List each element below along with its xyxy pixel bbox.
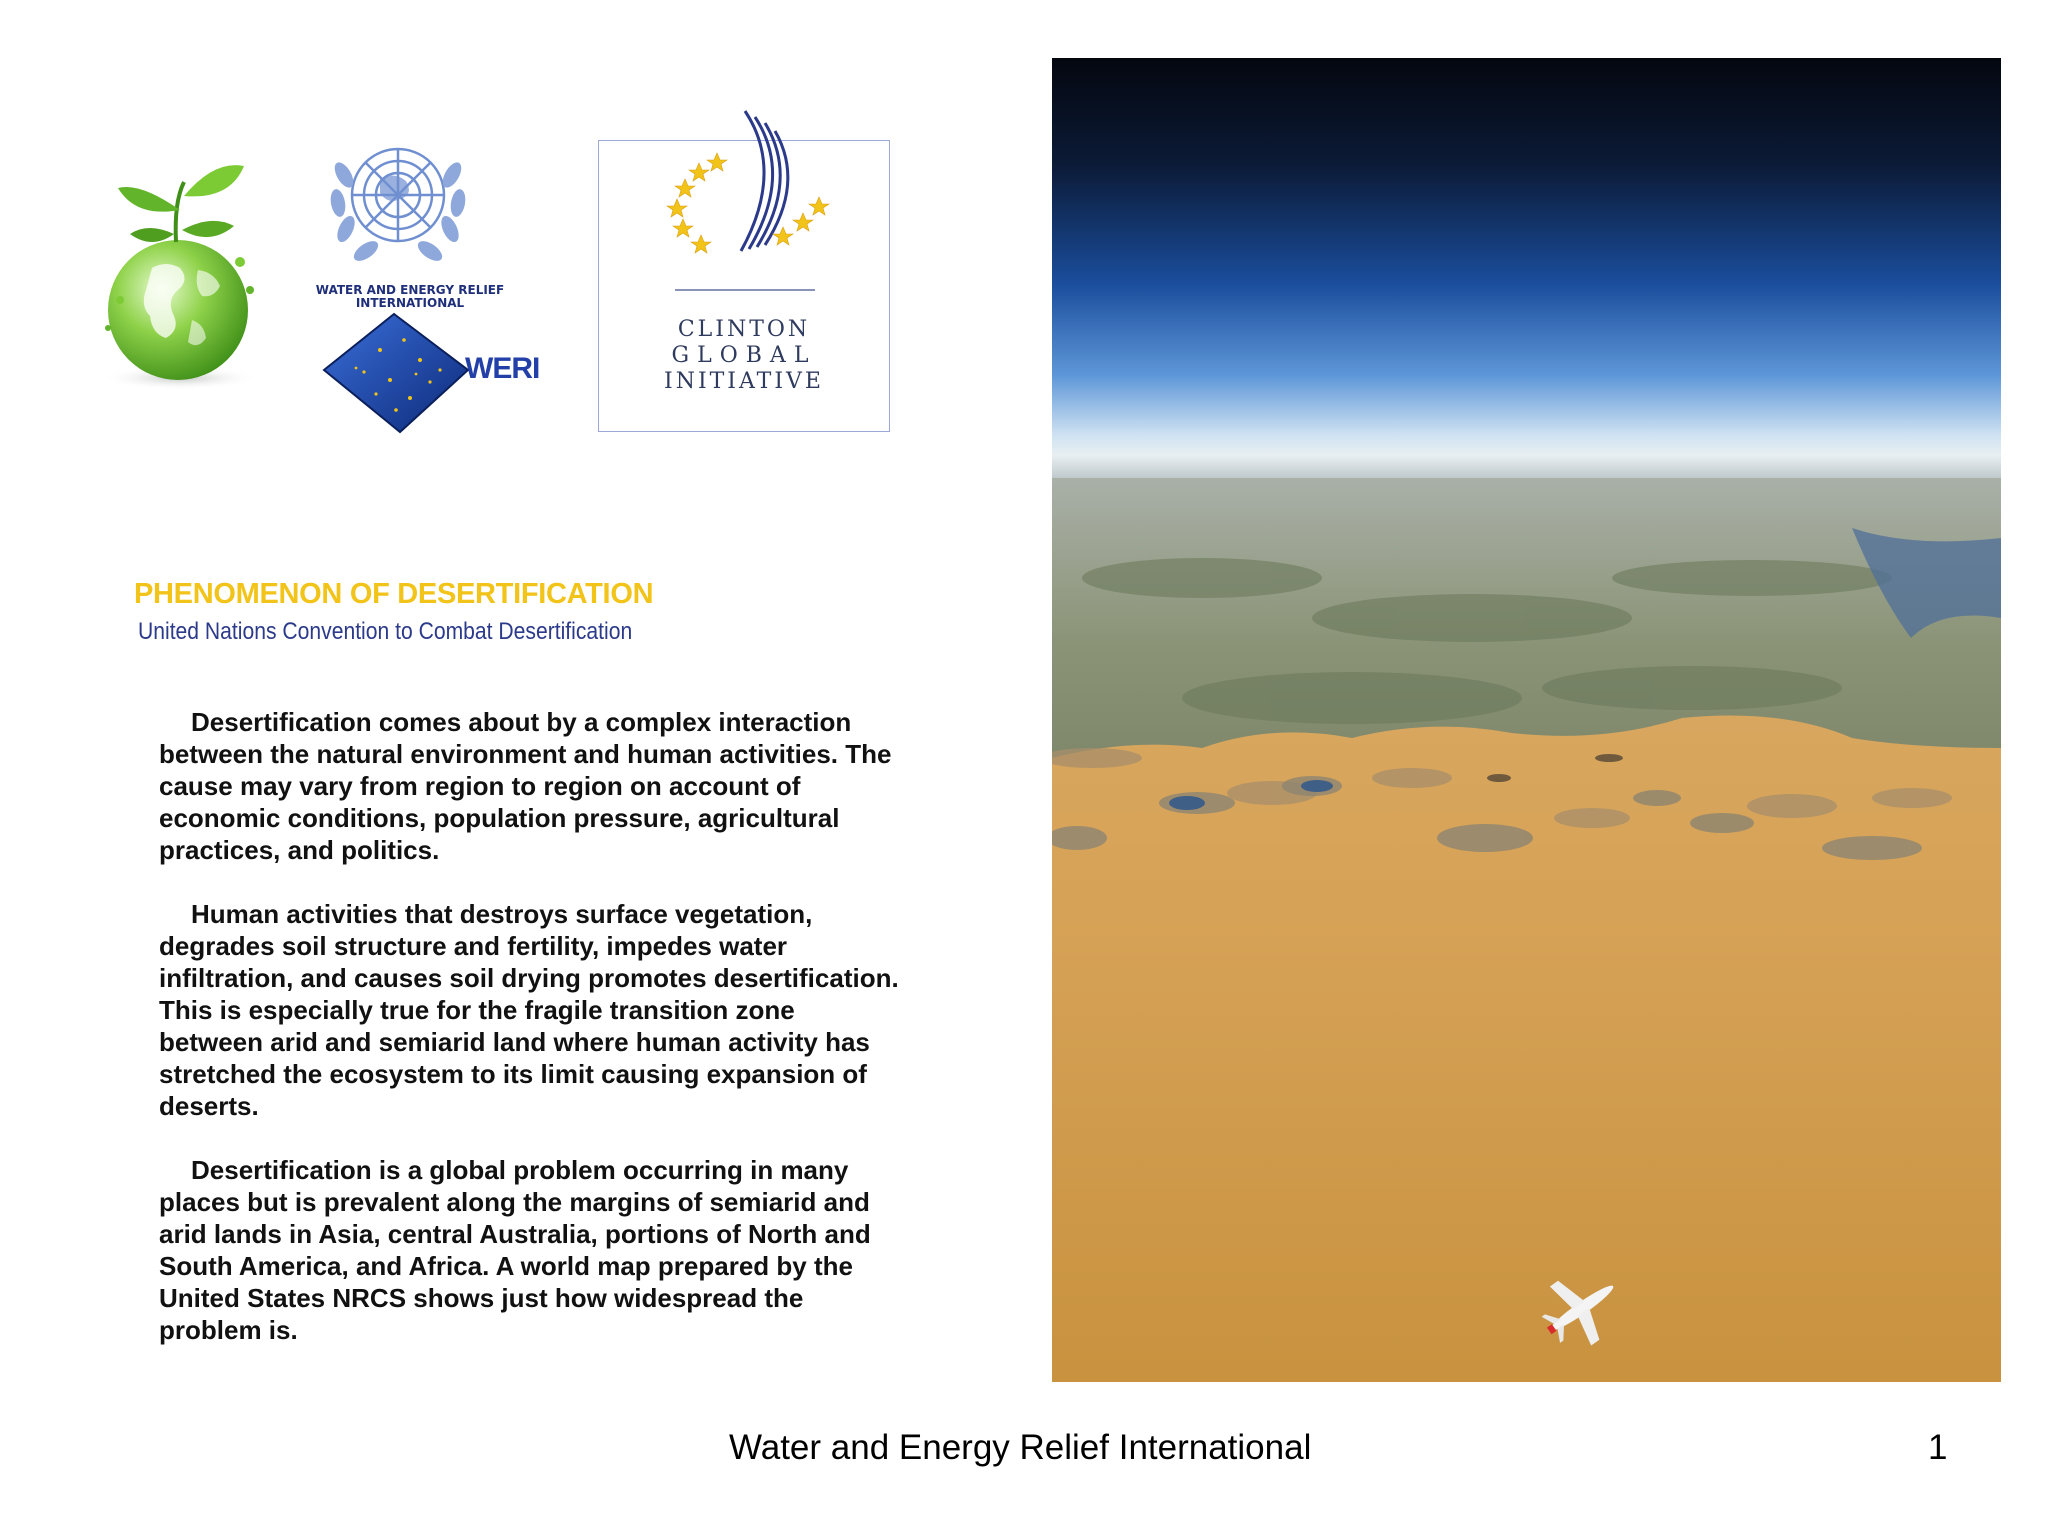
cgi-arcs-icon [657, 107, 837, 257]
aerial-desert-photo [1052, 58, 2001, 1382]
weri-org-name-line2: INTERNATIONAL [355, 296, 465, 310]
body-paragraph-1: Desertification comes about by a complex interaction between the natural environment and human activities. The cause may vary from region to region on account of economic conditions, population pressure, agricultural practices, and politics. [159, 707, 892, 865]
weri-org-name [290, 284, 530, 310]
page-title: PHENOMENON OF DESERTIFICATION [134, 578, 654, 610]
cgi-divider [675, 289, 815, 291]
green-globe-logo [100, 150, 280, 400]
cgi-name-line1: CLINTON [677, 317, 811, 342]
footer-text: Water and Energy Relief International [729, 1428, 1312, 1467]
clinton-global-initiative-logo [598, 140, 890, 432]
weri-org-name-line1: WATER AND ENERGY RELIEF [315, 283, 505, 297]
body-text [159, 706, 899, 1346]
body-paragraph-3: Desertification is a global problem occurring in many places but is prevalent along the margins of semiarid and arid lands in Asia, central Australia, portions of North and South America, and Africa. A world map prepared by the United States NRCS shows just how widespread the problem is. [159, 1155, 871, 1345]
un-emblem-logo [318, 125, 478, 275]
slide-number: 1 [1928, 1428, 1948, 1467]
cgi-name-line2: GLOBAL [671, 343, 817, 368]
page-subtitle: United Nations Convention to Combat Desertification [138, 618, 633, 645]
cgi-name [599, 317, 889, 395]
cgi-name-line3: INITIATIVE [664, 369, 824, 394]
weri-abbrev: WERI [465, 352, 540, 385]
body-paragraph-2: Human activities that destroys surface vegetation, degrades soil structure and fertility, impedes water infiltration, and causes soil drying promotes desertification. This is especially true for the fragile transition zone between arid and semiarid land where human activity has stretched the ecosystem to its limit causing expansion of deserts. [159, 899, 899, 1121]
